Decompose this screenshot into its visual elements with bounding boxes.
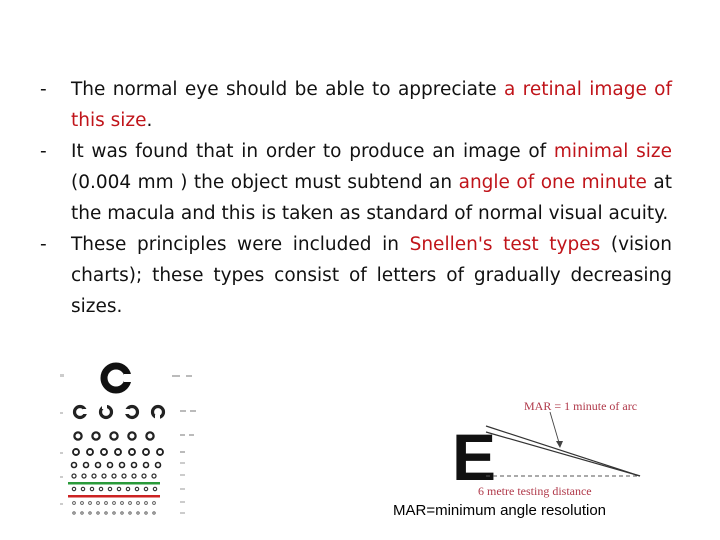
distance-label: 6 metre testing distance	[478, 484, 592, 498]
bullet-text: .	[146, 110, 153, 131]
figure-caption: MAR=minimum angle resolution	[393, 502, 607, 519]
bullet-text: These principles were included in	[71, 234, 410, 255]
bullet-text: at the macula and this is taken as standard of normal visual acuity.	[71, 172, 672, 224]
bullet-item	[40, 74, 672, 136]
bullet-marker: -	[40, 141, 47, 162]
bullet-text: (0.004 mm ) the object must subtend an	[71, 172, 459, 193]
mar-diagram	[440, 388, 670, 500]
highlighted-text: a retinal image of this size	[71, 79, 673, 131]
highlighted-text: Snellen's test types	[409, 234, 601, 255]
bullet-text: The normal eye should be able to appreciate	[71, 79, 504, 100]
bullet-marker: -	[40, 79, 47, 100]
bullet-list	[40, 74, 672, 322]
bullet-item	[40, 229, 672, 322]
bullet-marker: -	[40, 234, 47, 255]
highlighted-text: angle of one minute	[458, 172, 647, 193]
highlighted-text: minimal size	[553, 141, 672, 162]
bullet-item	[40, 136, 672, 229]
snellen-e-letter: E	[452, 420, 497, 494]
landolt-c-vision-chart	[52, 358, 212, 528]
bullet-text: It was found that in order to produce an image of	[71, 141, 554, 162]
mar-label: MAR = 1 minute of arc	[524, 399, 638, 413]
bullet-text: (vision charts); these types consist of letters of gradually decreasing sizes.	[71, 234, 672, 317]
